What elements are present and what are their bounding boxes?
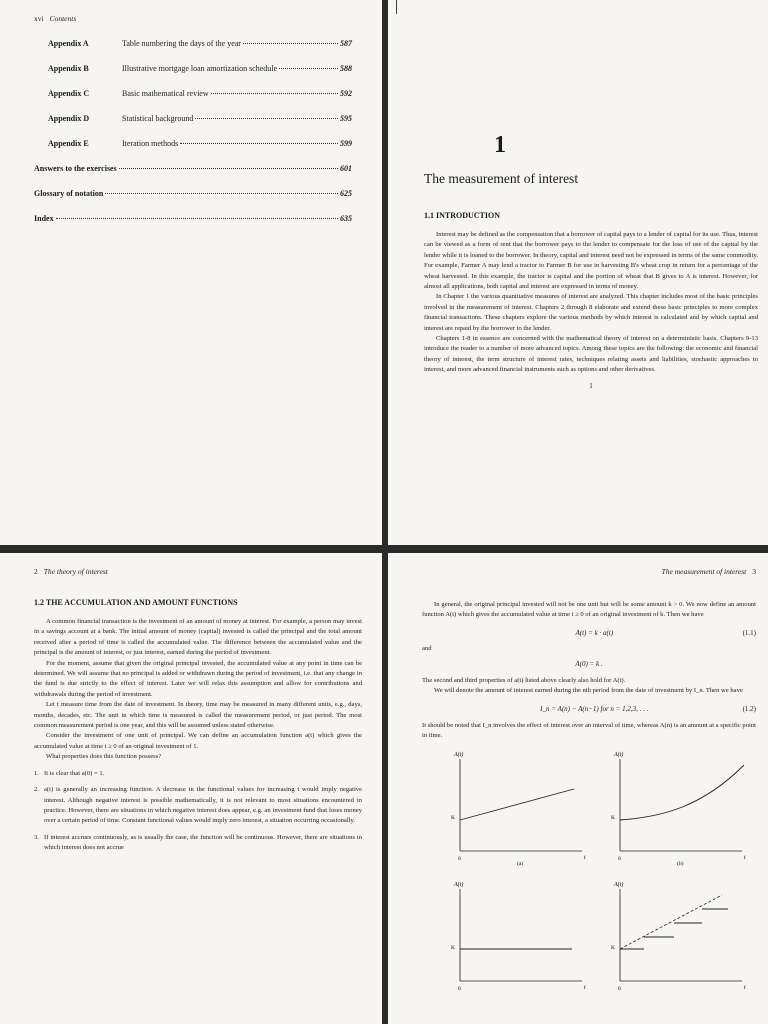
intro-paragraph-1: Interest may be defined as the compensation that a borrower of capital pays to a lender of capital for its use. Thus, interest can be viewed as a form of rent that the borrower pays to the lender to compensate for the loss of use of the capital by the lender while it is loaned to the borrower. In theory, capital and interest need not be expressed in terms of the same commodity. For example, Farmer A may lend a tractor to Farmer B for use in harvesting B's wheat crop in return for a percentage of the wheat harvested. In this example, the tractor is capital and the portion of wheat that B gives to A is interest. However, for almost all applications, both capital and interest are expressed in terms of money. [424, 231, 758, 291]
equation-text: A(t) = k · a(t) [575, 628, 614, 637]
contents-entry [34, 189, 360, 214]
intro-paragraph-2: In Chapter 1 the various quantitative measures of interest are analyzed. This chapter includes most of the basic principles involved in the measurement of interest. Chapters 2 through 8 elaborate and extend these basic principles to more complex financial transactions. These chapters explore the various methods by which interest is calculated and by which capital and interest are repaid by the borrower to the lender. [424, 293, 758, 332]
running-head-title: The measurement of interest [661, 567, 747, 576]
x-axis-label: t [744, 985, 746, 992]
contents-entry-title: Illustrative mortgage loan amortization schedule [122, 64, 278, 73]
linear-curve [460, 789, 574, 820]
chapter-title: The measurement of interest [424, 171, 579, 186]
chapter-number: 1 [494, 132, 506, 158]
k-label: K [611, 945, 615, 952]
contents-entry-label: Appendix A [48, 39, 89, 48]
leader-dots [243, 43, 338, 44]
k-label: K [451, 815, 455, 822]
property-item-3: 3. If interest accrues continuously, as is usually the case, the function will be continuous. However, there are situations in which interest does not accrue [34, 833, 362, 852]
contents-entry-page: 599 [340, 139, 352, 148]
running-head [34, 14, 360, 23]
leader-dots [180, 143, 338, 144]
property-item-1: 1. It is clear that a(0) = 1. [34, 769, 105, 777]
origin-label: 0 [458, 986, 461, 993]
contents-entry [34, 214, 360, 239]
contents-entry [34, 139, 360, 164]
origin-label: 0 [618, 986, 621, 993]
equation-1-1 [422, 629, 756, 637]
contents-entry [34, 114, 360, 139]
running-head [422, 567, 756, 576]
x-axis-label: t [744, 855, 746, 862]
graph-a [451, 751, 586, 867]
contents-entry [34, 164, 360, 189]
contents-entry-page: 601 [340, 164, 352, 173]
graph-caption: (a) [517, 861, 524, 868]
y-axis-label: A(t) [454, 882, 464, 889]
running-head-title: Contents [49, 14, 77, 23]
contents-entry-label: Appendix B [48, 64, 89, 73]
contents-entry-label: Appendix D [48, 114, 90, 123]
contents-entry-page: 635 [340, 214, 352, 223]
equation-1-2 [422, 705, 756, 713]
body-paragraph-3: Let t measure time from the date of investment. In theory, time may be measured in many different units, e.g., days, months, decades, etc. The unit in which time is measured is called the measurement period, or just period. The most common measurement period is one year, and this will be assumed unless stated otherwise. [34, 701, 362, 730]
equation-number: (1.1) [742, 628, 756, 637]
connector-word: and [422, 644, 432, 652]
page-3 [388, 553, 768, 1024]
contents-entry-label: Appendix C [48, 89, 90, 98]
running-head-number: 3 [752, 567, 756, 576]
contents-entry-title: Statistical background [122, 114, 194, 123]
body-paragraph-2: For the moment, assume that given the original principal invested, the accumulated value at any point in time can be determined. We will assume that no principal is added or withdrawn during the period of investment, i.e. that any change in the fund is due strictly to the effect of interest. Later we will relax this assumption and allow for contributions and withdrawals during the period of investment. [34, 659, 362, 698]
contents-entry-page: 588 [340, 64, 352, 73]
body-paragraph-2: The second and third properties of a(t) listed above clearly also hold for A(t). [422, 676, 626, 684]
body-paragraph-4: It should be noted that I_n involves the effect of interest over an interval of time, whereas A(n) is an amount at a specific point in time. [422, 721, 756, 740]
equation-text: A(0) = k . [575, 659, 603, 668]
contents-entry-label: Glossary of notation [34, 189, 104, 198]
body-paragraph-4: Consider the investment of one unit of principal. We can define an accumulation function a(t) which gives the accumulated value at time t ≥ 0 of an original investment of 1. [34, 732, 362, 750]
leader-dots [56, 218, 338, 219]
y-axis-label: A(t) [614, 882, 624, 889]
contents-entry-page: 625 [340, 189, 352, 198]
contents-entry-label: Index [34, 214, 54, 223]
body-paragraph-5: What properties does this function possess? [46, 753, 162, 761]
x-axis-label: t [584, 855, 586, 862]
contents-list [34, 39, 360, 239]
body-paragraph-1: A common financial transaction is the investment of an amount of money at interest. For example, a person may invest in a savings account at a bank. The initial amount of money (capital) invested is called the principal and the total amount received after a period of time is called the accumulated value. The difference between the accumulated value and the principal is the amount of interest, or just interest, earned during the period of investment. [34, 618, 362, 657]
x-axis-label: t [584, 985, 586, 992]
leader-dots [211, 93, 338, 94]
contents-entry-page: 592 [340, 89, 352, 98]
k-label: K [611, 815, 615, 822]
contents-entry [34, 64, 360, 89]
equation-text: I_n = A(n) − A(n−1) for n = 1,2,3, . . . [540, 704, 649, 713]
running-head-title: The theory of interest [43, 567, 108, 576]
origin-label: 0 [458, 856, 461, 863]
chapter-opener-page [388, 0, 768, 545]
leader-dots [119, 168, 338, 169]
body-paragraph-3: We will denote the amount of interest earned during the nth period from the date of investment by I_n. Then we have [434, 687, 743, 695]
accumulation-graphs [422, 747, 756, 993]
graph-d [611, 881, 746, 992]
contents-entry-page: 587 [340, 39, 352, 48]
contents-page [0, 0, 382, 545]
y-axis-label: A(t) [614, 752, 624, 759]
origin-label: 0 [618, 856, 621, 863]
leader-dots [105, 193, 338, 194]
equation-initial [422, 660, 756, 668]
contents-entry-title: Iteration methods [122, 139, 179, 148]
graph-b [611, 751, 746, 867]
k-label: K [451, 945, 455, 952]
leader-dots [195, 118, 338, 119]
running-head-number: xvi [34, 14, 44, 23]
contents-entry [34, 39, 360, 64]
contents-entry-label: Appendix E [48, 139, 89, 148]
graph-caption: (b) [677, 861, 684, 868]
trend-dashed-line [620, 895, 722, 949]
property-item-2: 2. a(t) is generally an increasing function. A decrease in the functional values for increasing t would imply negative interest. Although negative interest is possible mathematically, it is not relevant to most situations encountered in practice. However, there are situations in which negative interest does appear, e.g. an investment fund that loses money over a certain period of time. Constant functional values would imply zero interest, a situation occurring occasionally. [34, 786, 362, 825]
contents-entry-label: Answers to the exercises [34, 164, 117, 173]
running-head-number: 2 [34, 567, 38, 576]
contents-entry-title: Table numbering the days of the year [122, 39, 241, 48]
body-paragraph-1: In general, the original principal invested will not be one unit but will be some amount k > 0. We now define an amount function A(t) which gives the accumulated value at time t ≥ 0 of an original investment of k. Then we have [422, 601, 756, 619]
contents-entry-title: Basic mathematical review [122, 89, 209, 98]
contents-entry-page: 595 [340, 114, 352, 123]
section-heading: 1.2 THE ACCUMULATION AND AMOUNT FUNCTIONS [34, 598, 238, 607]
exponential-curve [620, 765, 744, 820]
intro-paragraph-3: Chapters 1-8 in essence are concerned with the mathematical theory of interest on a deterministic basis. Chapters 9-13 introduce the reader to a number of more advanced topics. Among these topics are the following: the economic and financial theory of interest, the term structure of interest rates, techniques relating assets and liabilities, stochastic approaches to interest, and more advanced financial instruments such as options and other derivatives. [424, 335, 758, 374]
equation-number: (1.2) [742, 704, 756, 713]
page-2 [0, 553, 382, 1024]
section-heading: 1.1 INTRODUCTION [424, 211, 501, 220]
leader-dots [279, 68, 338, 69]
contents-entry [34, 89, 360, 114]
page-folio: 1 [589, 381, 593, 390]
y-axis-label: A(t) [454, 752, 464, 759]
page-edge-mark [396, 0, 397, 14]
graph-c [451, 881, 586, 992]
running-head [34, 567, 362, 576]
graphs-figure [422, 747, 756, 993]
